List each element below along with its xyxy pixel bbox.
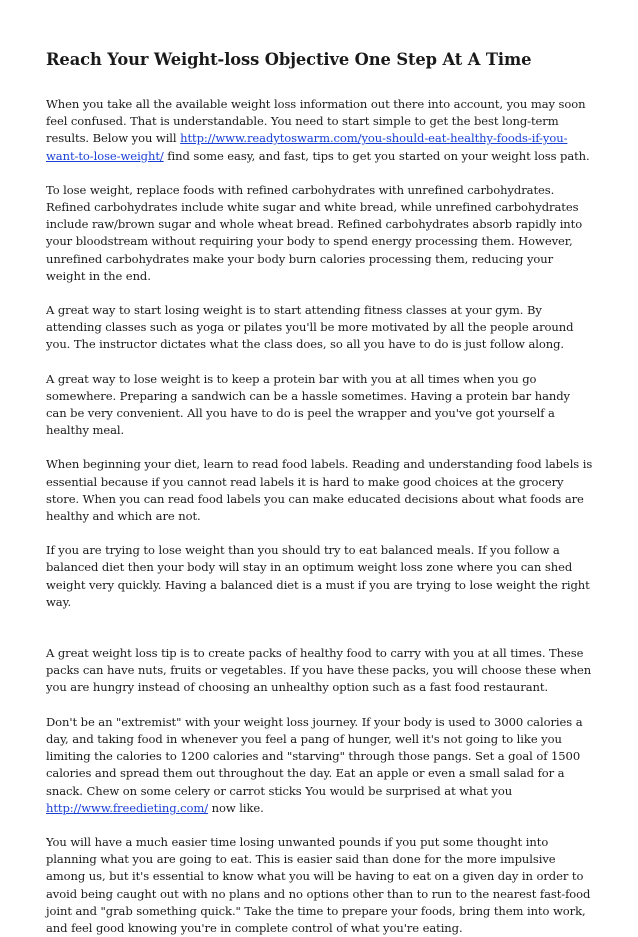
paragraph-balanced-meals: If you are trying to lose weight than you should try to eat balanced meals. If you follow a balanced diet then your body will stay in an optimum weight loss zone where you can shed weight very quickly. Having a balanced diet is a must if you are trying to lose weight the right way. [46, 543, 590, 609]
paragraph-text: Don't be an "extremist" with your weight loss journey. If your body is used to 3000 calories a day, and taking food in whenever you feel a pang of hunger, well it's not going to like you limiting the calories to 1200 calories and "starving" through those pangs. Set a goal of 1500 calories and spread them out throughout the day. Eat an apple or even a small salad for a snack. Chew on some celery or carrot sticks You would be surprised at what you [46, 714, 583, 798]
paragraph-fitness-classes: A great way to start losing weight is to start attending fitness classes at your gym. By attending classes such as yoga or pilates you'll be more motivated by all the people around you. The instructor dictates what the class does, so all you have to do is just follow along. [46, 303, 574, 352]
paragraph-text: When you take all the available weight loss information out there into account, you may soon feel confused. That is understandable. You need to start simple to get the best long-term results. Below you will [46, 97, 586, 146]
paragraph-food-packs: A great weight loss tip is to create packs of healthy food to carry with you at all times. These packs can have nuts, fruits or vegetables. If you have these packs, you will choose these when you are hungry instead of choosing an unhealthy option such as a fast food restaurant. [46, 646, 592, 695]
paragraph-protein-bar: A great way to lose weight is to keep a protein bar with you at all times when you go somewhere. Preparing a sandwich can be a hassle sometimes. Having a protein bar handy can be very convenient. All you have to do is peel the wrapper and you've got yourself a healthy meal. [46, 371, 570, 438]
paragraph-intro [46, 96, 594, 165]
paragraph-carbohydrates: To lose weight, replace foods with refined carbohydrates with unrefined carbohydrates. Refined carbohydrates include white sugar and white bread, while unrefined carbohydrates include raw/brown sugar and whole wheat bread. Refined carbohydrates absorb rapidly into your bloodstream without requiring your body to spend energy processing them. However, unrefined carbohydrates make your body burn calories processing them, reducing your weight in the end. [46, 182, 583, 283]
document-title: Reach Your Weight-loss Objective One Step At A Time [46, 50, 532, 69]
freedieting-link[interactable]: http://www.freedieting.com/ [46, 800, 209, 815]
paragraph-food-labels: When beginning your diet, learn to read food labels. Reading and understanding food labels is essential because if you cannot read labels it is hard to make good choices at the grocery store. When you can read food labels you can make educated decisions about what foods are healthy and which are not. [46, 457, 593, 524]
readytoswarm-link[interactable]: http://www.readytoswarm.com/you-should-eat-healthy-foods-if-you-want-to-lose-weight/ [46, 131, 568, 163]
paragraph-planning: You will have a much easier time losing unwanted pounds if you put some thought into planning what you are going to eat. This is easier said than done for the more impulsive among us, but it's essential to know what you will be having to eat on a given day in order to avoid being caught out with no plans and no options other than to run to the nearest fast-food joint and "grab something quick." Take the time to prepare your foods, bring them into work, and feel good knowing you're in complete control of what you're eating. [46, 834, 591, 935]
paragraph-text: now like. [208, 800, 264, 815]
paragraph-extremist [46, 714, 594, 817]
paragraph-text: find some easy, and fast, tips to get you started on your weight loss path. [163, 148, 590, 163]
